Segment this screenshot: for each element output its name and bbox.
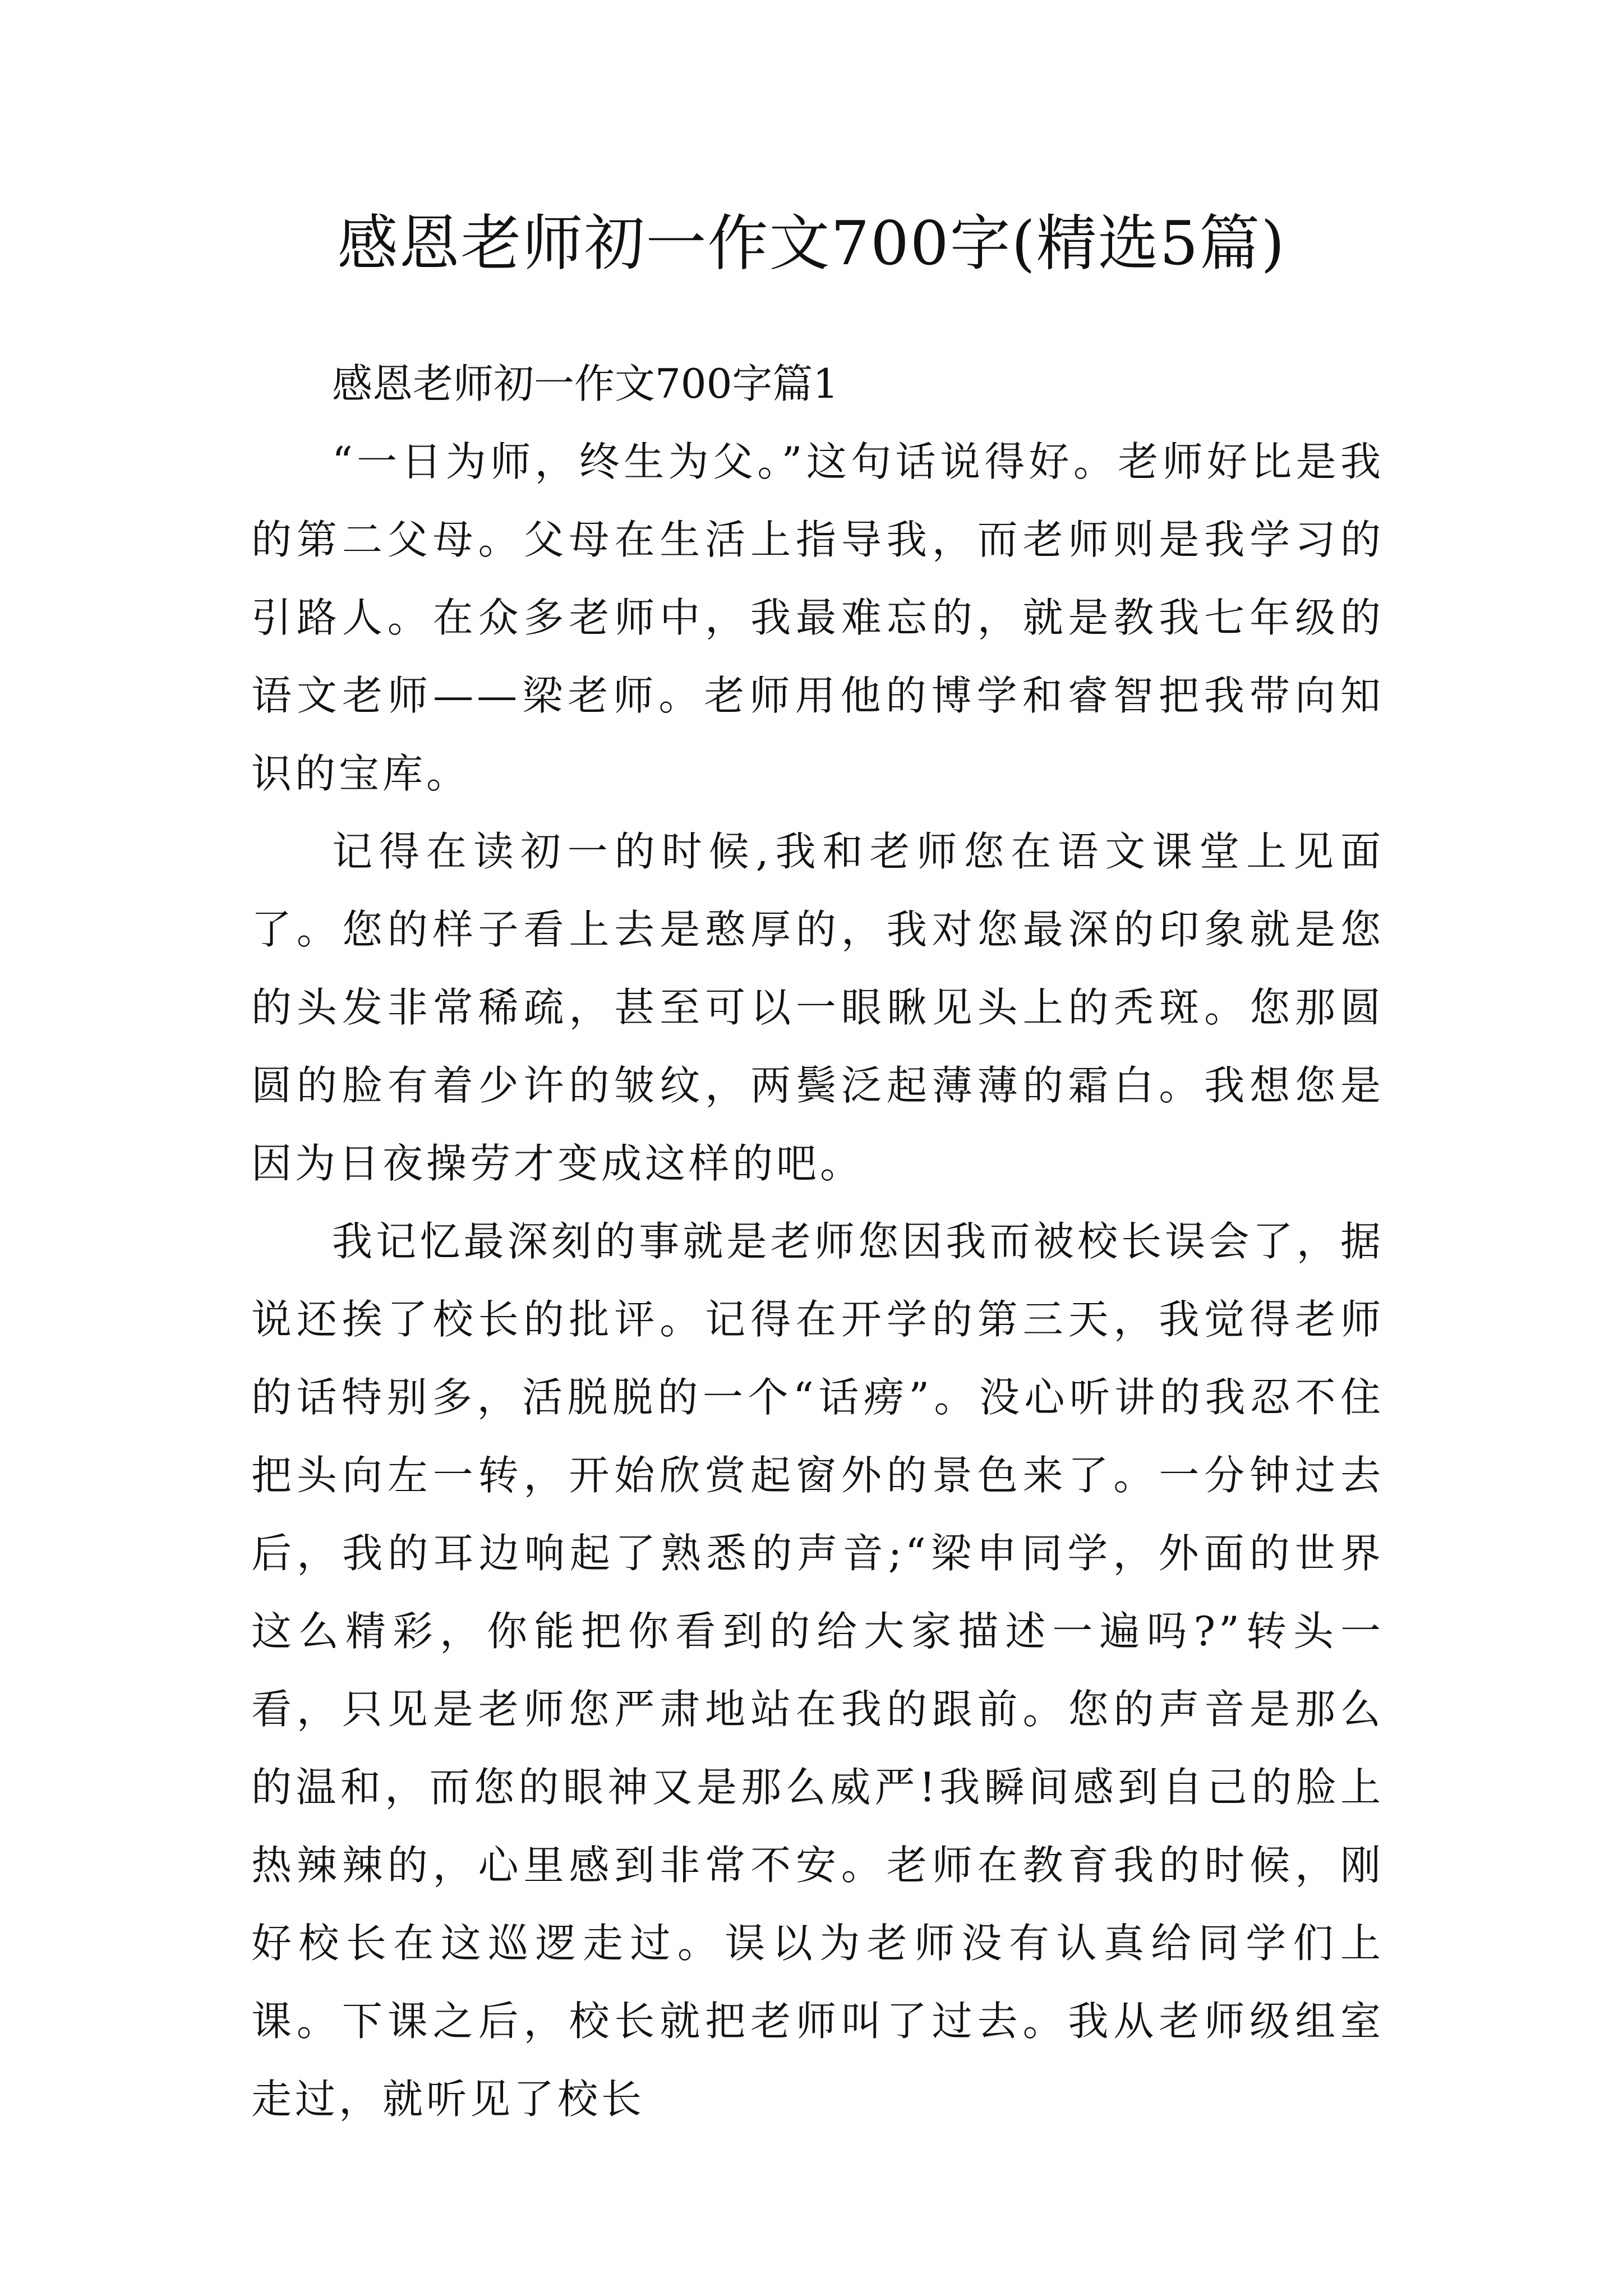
paragraph: “一日为师，终生为父。”这句话说得好。老师好比是我的第二父母。父母在生活上指导我，而老师则是我学习的引路人。在众多老师中，我最难忘的，就是教我七年级的语文老师——梁老师。老师用他的博学和睿智把我带向知识的宝库。 [251,438,1384,797]
paragraph: 我记忆最深刻的事就是老师您因我而被校长误会了，据说还挨了校长的批评。记得在开学的第三天，我觉得老师的话特别多，活脱脱的一个“话痨”。没心听讲的我忍不住把头向左一转，开始欣赏起窗外的景色来了。一分钟过去后，我的耳边响起了熟悉的声音;“梁申同学，外面的世界这么精彩，你能把你看到的给大家描述一遍吗?”转头一看，只见是老师您严肃地站在我的跟前。您的声音是那么的温和，而您的眼神又是那么威严!我瞬间感到自己的脸上热辣辣的，心里感到非常不安。老师在教育我的时候，刚好校长在这巡逻走过。误以为老师没有认真给同学们上课。下课之后，校长就把老师叫了过去。我从老师级组室走过，就听见了校长 [251,1218,1384,2123]
paragraph: 记得在读初一的时候,我和老师您在语文课堂上见面了。您的样子看上去是憨厚的，我对您最深的印象就是您的头发非常稀疏，甚至可以一眼瞅见头上的秃斑。您那圆圆的脸有着少许的皱纹，两鬓泛起薄薄的霜白。我想您是因为日夜操劳才变成这样的吧。 [251,828,1384,1187]
document-title: 感恩老师初一作文700字(精选5篇) [337,209,1286,279]
document-body [251,345,1384,2138]
section-heading: 感恩老师初一作文700字篇1 [332,360,839,407]
